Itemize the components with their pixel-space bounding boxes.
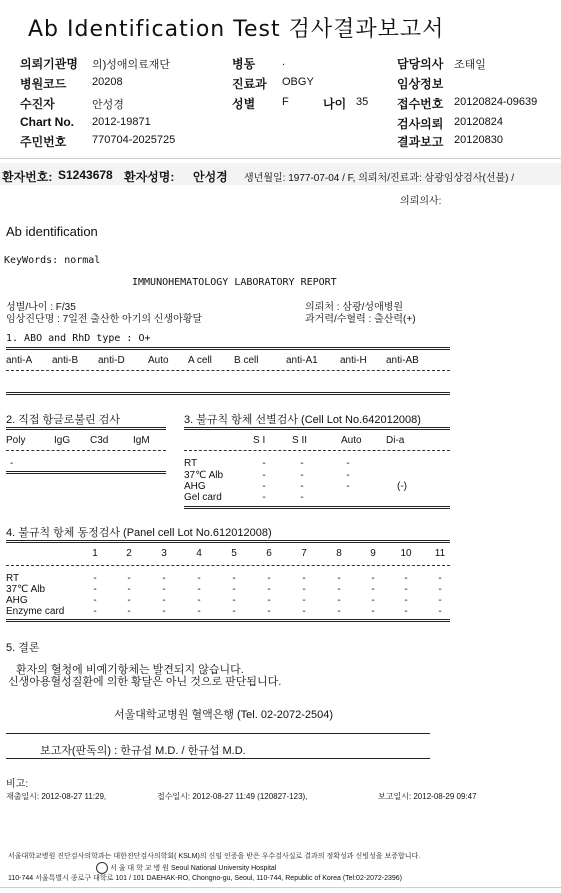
panel-cell: - [404, 606, 408, 617]
screen-top-rule [184, 427, 450, 430]
panel-cell: - [162, 584, 166, 595]
panel-col: 10 [400, 548, 412, 559]
abo-bottom-rule [6, 392, 450, 395]
abo-col: anti-D [98, 355, 125, 366]
panel-cell: - [232, 595, 236, 606]
panel-cell: - [337, 573, 341, 584]
screen-cell: - [300, 458, 304, 469]
reported-time: 보고일시: 2012-08-29 09:47 [378, 792, 477, 801]
reexam-time: 재출일시: 2012-08-27 11:29, [6, 792, 107, 801]
department-value: OBGY [282, 76, 314, 88]
panel-cell: - [127, 573, 131, 584]
panel-cell: - [371, 595, 375, 606]
abo-top-rule [6, 347, 450, 350]
panel-cell: - [371, 584, 375, 595]
panel-cell: - [404, 595, 408, 606]
panel-cell: - [371, 606, 375, 617]
conclusion-line-1: 환자의 혈청에 비예기항체는 발견되지 않습니다. [16, 664, 244, 676]
panel-cell: - [267, 573, 271, 584]
abo-col: Auto [148, 355, 169, 366]
screen-row-name: 37℃ Alb [184, 470, 224, 481]
ward-label: 병동 [232, 57, 256, 71]
panel-col: 9 [370, 548, 376, 559]
screen-col: S II [292, 435, 308, 446]
abo-col: anti-A [6, 355, 33, 366]
keywords: KeyWords: normal [4, 255, 101, 266]
request-date-label: 검사의뢰 [397, 117, 444, 131]
resident-no-value: 770704-2025725 [92, 134, 176, 146]
panel-cell: - [404, 584, 408, 595]
panel-col: 2 [126, 548, 132, 559]
panel-col: 3 [161, 548, 167, 559]
dat-bottom-rule [6, 471, 166, 474]
ward-value: . [282, 56, 286, 68]
panel-cell: - [404, 573, 408, 584]
history: 과거력/수혈력 : 출산력(+) [305, 314, 416, 325]
dat-col: IgM [133, 435, 150, 446]
panel-cell: - [337, 595, 341, 606]
received-time: 접수일시: 2012-08-27 11:49 (120827-123), [157, 792, 308, 801]
remark-label: 비고: [6, 779, 29, 790]
reporter-top-rule [6, 733, 430, 734]
panel-cell: - [267, 584, 271, 595]
receipt-no-value: 20120824-09639 [454, 96, 538, 108]
diagnosis: 임상진단명 : 7일전 출산한 아기의 신생아황달 [6, 314, 203, 325]
age-label: 나이 [323, 97, 347, 111]
panel-row-name: Enzyme card [6, 606, 65, 617]
screen-row-name: AHG [184, 481, 206, 492]
abo-col: anti-AB [386, 355, 419, 366]
department-label: 진료과 [232, 77, 267, 91]
dat-top-rule [6, 427, 166, 430]
screen-col: Di-a [386, 435, 405, 446]
doctor-label: 담당의사 [397, 57, 444, 71]
dat-mid-rule [6, 450, 166, 451]
panel-cell: - [438, 573, 442, 584]
dat-col: Poly [6, 435, 26, 446]
screen-cell: - [262, 458, 266, 469]
panel-row-name: AHG [6, 595, 28, 606]
panel-col: 4 [196, 548, 202, 559]
panel-cell: - [197, 595, 201, 606]
patient-id-label: 환자번호: [2, 170, 53, 184]
panel-col: 7 [301, 548, 307, 559]
panel-cell: - [302, 584, 306, 595]
patient-value: 안성경 [92, 99, 124, 111]
doctor-value: 조태일 [454, 59, 486, 71]
report-date-label: 결과보고 [397, 135, 444, 149]
panel-col: 5 [231, 548, 237, 559]
abo-col: B cell [234, 355, 259, 366]
patient-name-label: 환자성명: [124, 170, 175, 184]
reporter: 보고자(판독의) : 한규섭 M.D. / 한규섭 M.D. [40, 745, 246, 757]
screen-title: 3. 불규칙 항체 선별검사 (Cell Lot No.642012008) [184, 414, 421, 426]
panel-cell: - [302, 606, 306, 617]
receipt-no-label: 접수번호 [397, 97, 444, 111]
panel-cell: - [232, 584, 236, 595]
panel-cell: - [162, 595, 166, 606]
screen-cell: - [346, 470, 350, 481]
screen-bottom-rule [184, 506, 450, 509]
panel-cell: - [197, 573, 201, 584]
panel-cell: - [232, 606, 236, 617]
section-title: Ab identification [6, 224, 98, 239]
screen-col: S I [253, 435, 266, 446]
panel-cell: - [162, 573, 166, 584]
panel-row-name: RT [6, 573, 20, 584]
panel-cell: - [162, 606, 166, 617]
panel-cell: - [337, 606, 341, 617]
screen-cell: - [300, 481, 304, 492]
certification: 서울대학교병원 진단검사의학과는 대한진단검사의학회( KSLM)의 신임 인증을 받은 우수검사실로 결과의 정확성과 신빙성을 보증합니다. [8, 853, 421, 860]
panel-col: 8 [336, 548, 342, 559]
chart-no-value: 2012-19871 [92, 116, 151, 128]
screen-row-name: RT [184, 458, 198, 469]
screen-cell: - [346, 458, 350, 469]
report-date-value: 20120830 [454, 134, 503, 146]
hospital-code-value: 20208 [92, 76, 123, 88]
sex-age: 성별/나이 : F/35 [6, 302, 76, 313]
panel-cell: - [93, 584, 97, 595]
screen-cell: - [300, 492, 304, 503]
sex-label: 성별 [232, 97, 256, 111]
screen-cell: - [346, 481, 350, 492]
panel-top-rule [6, 540, 450, 543]
address: 110-744 서울특별시 종로구 대학로 101 / 101 DAEHAK-RO, Chongno-gu, Seoul, 110-744, Republic of Korea (Tel:02-2072-2396) [8, 875, 402, 882]
panel-cell: - [197, 606, 201, 617]
patient-details: 생년월일: 1977-07-04 / F, 의뢰처/진료과: 삼광임상검사(선불) / [244, 173, 515, 184]
chart-no-label: Chart No. [20, 115, 74, 129]
hospital-name-label: 의뢰기관명 [20, 57, 78, 71]
panel-cell: - [371, 573, 375, 584]
dat-title: 2. 직접 항글로불린 검사 [6, 414, 120, 426]
panel-col: 11 [434, 548, 446, 559]
panel-cell: - [337, 584, 341, 595]
resident-no-label: 주민번호 [20, 135, 67, 149]
panel-cell: - [93, 606, 97, 617]
panel-bottom-rule [6, 619, 450, 622]
panel-row-name: 37℃ Alb [6, 584, 46, 595]
panel-col: 6 [266, 548, 272, 559]
abo-title: 1. ABO and RhD type : O+ [6, 333, 151, 344]
panel-cell: - [438, 595, 442, 606]
panel-col: 1 [92, 548, 98, 559]
screen-cell: - [300, 470, 304, 481]
screen-col: Auto [341, 435, 362, 446]
screen-mid-rule [184, 450, 450, 451]
lab-title: IMMUNOHEMATOLOGY LABORATORY REPORT [132, 277, 337, 288]
panel-cell: - [438, 606, 442, 617]
request-date-value: 20120824 [454, 116, 503, 128]
patient-id: S1243678 [58, 168, 113, 182]
dat-col: IgG [54, 435, 71, 446]
panel-cell: - [438, 584, 442, 595]
footer-divider [0, 887, 561, 888]
hospital-code-label: 병원코드 [20, 77, 67, 91]
screen-cell: (-) [397, 481, 407, 492]
patient-name: 안성경 [193, 170, 228, 184]
panel-title: 4. 불규칙 항체 동정검사 (Panel cell Lot No.612012008) [6, 527, 272, 539]
screen-cell: - [262, 492, 266, 503]
abo-col: anti-A1 [286, 355, 318, 366]
abo-mid-rule [6, 370, 450, 371]
referring-doctor: 의뢰의사: [400, 196, 442, 207]
panel-cell: - [197, 584, 201, 595]
screen-cell: - [262, 470, 266, 481]
screen-row-name: Gel card [184, 492, 222, 503]
panel-cell: - [267, 606, 271, 617]
abo-col: A cell [188, 355, 212, 366]
header-divider [0, 158, 561, 159]
report-title: Ab Identification Test 검사결과보고서 [28, 17, 445, 42]
panel-cell: - [302, 573, 306, 584]
panel-cell: - [302, 595, 306, 606]
panel-cell: - [232, 573, 236, 584]
panel-cell: - [127, 606, 131, 617]
referrer: 의뢰처 : 삼광/성애병원 [305, 302, 404, 313]
panel-mid-rule [6, 565, 450, 566]
panel-cell: - [93, 595, 97, 606]
clinical-info-label: 임상정보 [397, 77, 444, 91]
panel-cell: - [127, 595, 131, 606]
patient-label: 수진자 [20, 97, 55, 111]
screen-cell: - [262, 481, 266, 492]
panel-cell: - [93, 573, 97, 584]
panel-cell: - [127, 584, 131, 595]
dat-value: - [10, 458, 14, 469]
conclusion-title: 5. 결론 [6, 642, 40, 654]
dat-col: C3d [90, 435, 109, 446]
hospital-name: 서 울 대 학 교 병 원 Seoul National University Hospital [110, 865, 277, 872]
hospital-name-value: 의)성애의료재단 [92, 59, 171, 71]
blood-bank: 서울대학교병원 혈액은행 (Tel. 02-2072-2504) [114, 709, 334, 721]
age-value: 35 [356, 96, 369, 108]
reporter-bottom-rule [6, 758, 430, 759]
abo-col: anti-H [340, 355, 367, 366]
abo-col: anti-B [52, 355, 79, 366]
conclusion-line-2: 신생아용혈성질환에 의한 황달은 아닌 것으로 판단됩니다. [8, 676, 282, 688]
panel-cell: - [267, 595, 271, 606]
sex-value: F [282, 96, 289, 108]
